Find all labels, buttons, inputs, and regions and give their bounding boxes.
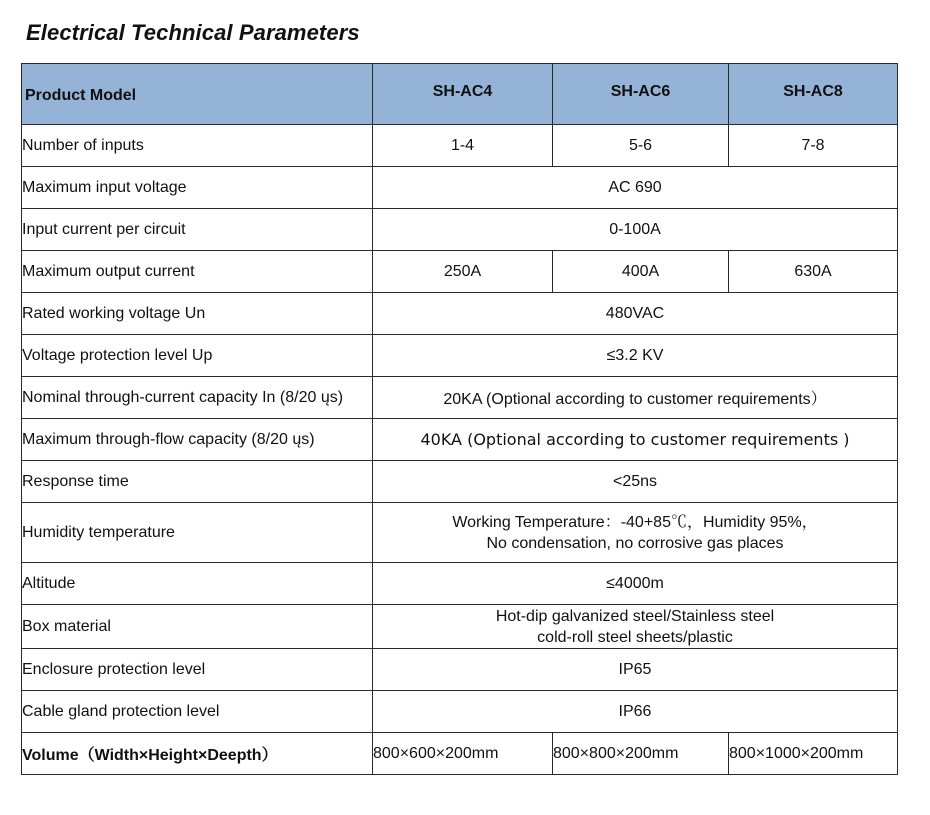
table-row (22, 125, 898, 167)
row-label: Response time (22, 461, 373, 503)
table-row (22, 563, 898, 605)
row-label: Humidity temperature (22, 503, 373, 563)
cell-line: Hot-dip galvanized steel/Stainless steel (495, 607, 775, 625)
cell-value: 20KA (Optional according to customer requirements） (373, 377, 898, 419)
row-label: Box material (22, 605, 373, 649)
table-row (22, 649, 898, 691)
cell-line: No condensation, no corrosive gas places (486, 534, 784, 552)
parameters-table (21, 63, 898, 775)
cell-value (373, 605, 898, 649)
cell-value: 800×800×200mm (553, 733, 729, 775)
table-row (22, 209, 898, 251)
row-label: Input current per circuit (22, 209, 373, 251)
table-row (22, 167, 898, 209)
cell-value: AC 690 (373, 167, 898, 209)
row-label: Maximum output current (22, 251, 373, 293)
table-row (22, 605, 898, 649)
cell-value: 630A (729, 251, 898, 293)
cell-value: 5-6 (553, 125, 729, 167)
cell-value: 800×1000×200mm (729, 733, 898, 775)
row-label: Enclosure protection level (22, 649, 373, 691)
table-row (22, 733, 898, 775)
row-label: Cable gland protection level (22, 691, 373, 733)
cell-value: 250A (373, 251, 553, 293)
table-row (22, 377, 898, 419)
row-label: Number of inputs (22, 125, 373, 167)
cell-value: IP65 (373, 649, 898, 691)
cell-value: IP66 (373, 691, 898, 733)
row-label: Rated working voltage Un (22, 293, 373, 335)
table-row (22, 419, 898, 461)
cell-value: 800×600×200mm (373, 733, 553, 775)
page-title: Electrical Technical Parameters (26, 20, 360, 45)
cell-value: ≤4000m (373, 563, 898, 605)
cell-value (373, 503, 898, 563)
row-label: Altitude (22, 563, 373, 605)
cell-value: 7-8 (729, 125, 898, 167)
table-row (22, 503, 898, 563)
table-row (22, 293, 898, 335)
header-product-model: Product Model (22, 64, 373, 125)
table-row (22, 691, 898, 733)
row-label: Maximum input voltage (22, 167, 373, 209)
table-row (22, 461, 898, 503)
row-label: Volume（Width×Height×Deepth） (22, 733, 373, 775)
cell-value: 400A (553, 251, 729, 293)
row-label: Nominal through-current capacity In (8/20 ųs) (22, 377, 373, 419)
header-model-sh-ac6: SH-AC6 (553, 64, 729, 125)
row-label: Maximum through-flow capacity (8/20 ųs) (22, 419, 373, 461)
cell-value: 1-4 (373, 125, 553, 167)
cell-value: 480VAC (373, 293, 898, 335)
cell-value: <25ns (373, 461, 898, 503)
table-row (22, 251, 898, 293)
header-row (22, 64, 898, 125)
cell-value: 40KA (Optional according to customer requirements ) (373, 419, 898, 461)
row-label: Voltage protection level Up (22, 335, 373, 377)
header-model-sh-ac8: SH-AC8 (729, 64, 898, 125)
cell-line: Working Temperature：-40+85℃，Humidity 95%， (452, 513, 818, 531)
header-model-sh-ac4: SH-AC4 (373, 64, 553, 125)
table-row (22, 335, 898, 377)
cell-value: 0-100A (373, 209, 898, 251)
cell-value: ≤3.2 KV (373, 335, 898, 377)
cell-line: cold-roll steel sheets/plastic (537, 628, 733, 646)
